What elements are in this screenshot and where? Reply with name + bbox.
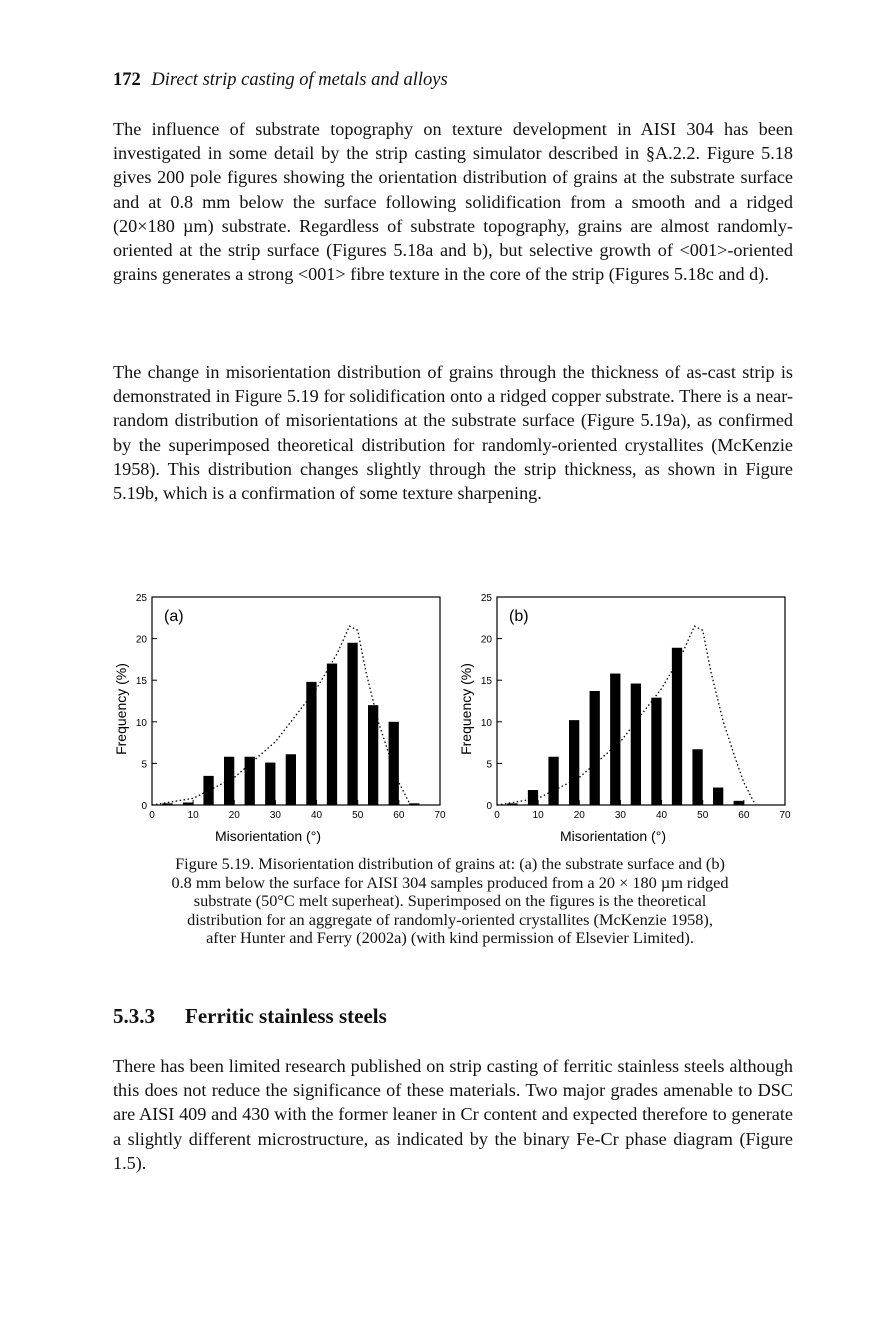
histogram-bar [672, 648, 682, 805]
histogram-bar [651, 698, 661, 805]
histogram-bar [610, 674, 620, 805]
y-axis-label: Frequency (%) [458, 663, 474, 755]
paragraph-ferritic: There has been limited research published on strip casting of ferritic stainless steels although this does not reduce the significance of these materials. Two major grades amenable to DSC are AISI 409 and 430 with the former leaner in Cr content and expected therefore to generate a slightly different microstructure, as indicated by the binary Fe-Cr phase diagram (Figure 1.5). [113, 1056, 793, 1173]
y-tick-label: 0 [141, 801, 147, 812]
histogram-bar [347, 643, 357, 805]
x-tick-label: 0 [149, 810, 155, 821]
histogram-bar [590, 691, 600, 805]
histogram-bar [507, 803, 517, 805]
paragraph-misorientation: The change in misorientation distribution of grains through the thickness of as-cast strip is demonstrated in Figure 5.19 for solidification onto a ridged copper substrate. There is a near-random distribution of misorientations at the substrate surface (Figure 5.19a), as confirmed by the superimposed theoretical distribution for randomly-oriented crystallites (McKenzie 1958). This distribution changes slightly through the strip thickness, as shown in Figure 5.19b, which is a confirmation of some texture sharpening. [113, 362, 793, 504]
x-tick-label: 30 [269, 810, 281, 821]
x-tick-label: 10 [187, 810, 199, 821]
y-tick-label: 15 [135, 676, 147, 688]
caption-line: 0.8 mm below the surface for AISI 304 samples produced from a 20 × 180 µm ridged [171, 872, 729, 892]
x-axis-label: Misorientation (°) [560, 828, 666, 844]
y-tick-label: 10 [480, 717, 492, 729]
y-axis-label: Frequency (%) [113, 663, 129, 755]
histogram-bar [569, 720, 579, 805]
running-title: Direct strip casting of metals and alloys [151, 70, 448, 90]
running-header [113, 70, 448, 91]
y-tick-label: 15 [480, 676, 492, 688]
histogram-bar [713, 788, 723, 805]
x-tick-label: 0 [494, 810, 500, 821]
histogram-bar [389, 722, 399, 805]
panel-label: (b) [509, 608, 529, 625]
y-tick-label: 20 [135, 634, 147, 646]
caption-line: substrate (50°C melt superheat). Superimposed on the figures is the theoretical [193, 891, 707, 911]
x-tick-label: 40 [311, 810, 323, 821]
section-title: Ferritic stainless steels [185, 1004, 387, 1028]
paragraph-texture: The influence of substrate topography on texture development in AISI 304 has been investigated in some detail by the strip casting simulator described in §A.2.2. Figure 5.18 gives 200 pole figures showing the orientation distribution of grains at the substrate surface and at 0.8 mm below the surface following solidification from a smooth and a ridged (20×180 µm) substrate. Regardless of substrate topography, grains are almost randomly-oriented at the strip surface (Figures 5.18a and b), but selective growth of <001>-oriented grains generates a strong <001> fibre texture in the core of the strip (Figures 5.18c and d). [113, 119, 793, 285]
x-tick-label: 50 [697, 810, 709, 821]
page-number: 172 [113, 70, 141, 90]
histogram-bar [548, 757, 558, 805]
x-tick-label: 60 [738, 810, 750, 821]
chart-panel-a [100, 585, 450, 845]
histogram-bar [183, 803, 193, 805]
x-tick-label: 30 [614, 810, 626, 821]
histogram-bar [224, 757, 234, 805]
section-number: 5.3.3 [113, 1004, 155, 1028]
histogram-bar [327, 664, 337, 805]
x-tick-label: 20 [228, 810, 240, 821]
theoretical-distribution-curve [497, 626, 755, 805]
x-axis-label: Misorientation (°) [215, 828, 321, 844]
y-tick-label: 5 [141, 759, 147, 771]
histogram-bar [368, 705, 378, 805]
y-tick-label: 25 [480, 593, 492, 604]
histogram-bar [306, 682, 316, 805]
x-tick-label: 50 [352, 810, 364, 821]
caption-line: after Hunter and Ferry (2002a) (with kind permission of Elsevier Limited). [206, 928, 694, 948]
caption-line: distribution for an aggregate of randomly-oriented crystallites (McKenzie 1958), [187, 909, 713, 929]
x-tick-label: 10 [532, 810, 544, 821]
chart-panel-b [445, 585, 795, 845]
histogram-bar [203, 776, 213, 805]
y-tick-label: 20 [480, 634, 492, 646]
y-tick-label: 25 [135, 593, 147, 604]
section-heading [113, 1004, 387, 1029]
caption-line: Figure 5.19. Misorientation distribution of grains at: (a) the substrate surface and (b) [175, 854, 725, 873]
x-tick-label: 70 [434, 810, 446, 821]
histogram-bar [692, 749, 702, 805]
histogram-bar [162, 803, 172, 805]
y-tick-label: 0 [486, 801, 492, 812]
panel-label: (a) [164, 608, 184, 625]
histogram-bar [265, 763, 275, 805]
x-tick-label: 40 [656, 810, 668, 821]
y-tick-label: 10 [135, 717, 147, 729]
x-tick-label: 20 [573, 810, 585, 821]
x-tick-label: 60 [393, 810, 405, 821]
histogram-bar [734, 801, 744, 805]
histogram-bar [528, 790, 538, 805]
histogram-bar [631, 684, 641, 805]
figure-caption [100, 855, 800, 948]
y-tick-label: 5 [486, 759, 492, 771]
figure-5-19 [100, 585, 800, 845]
histogram-bar [286, 754, 296, 805]
x-tick-label: 70 [779, 810, 791, 821]
